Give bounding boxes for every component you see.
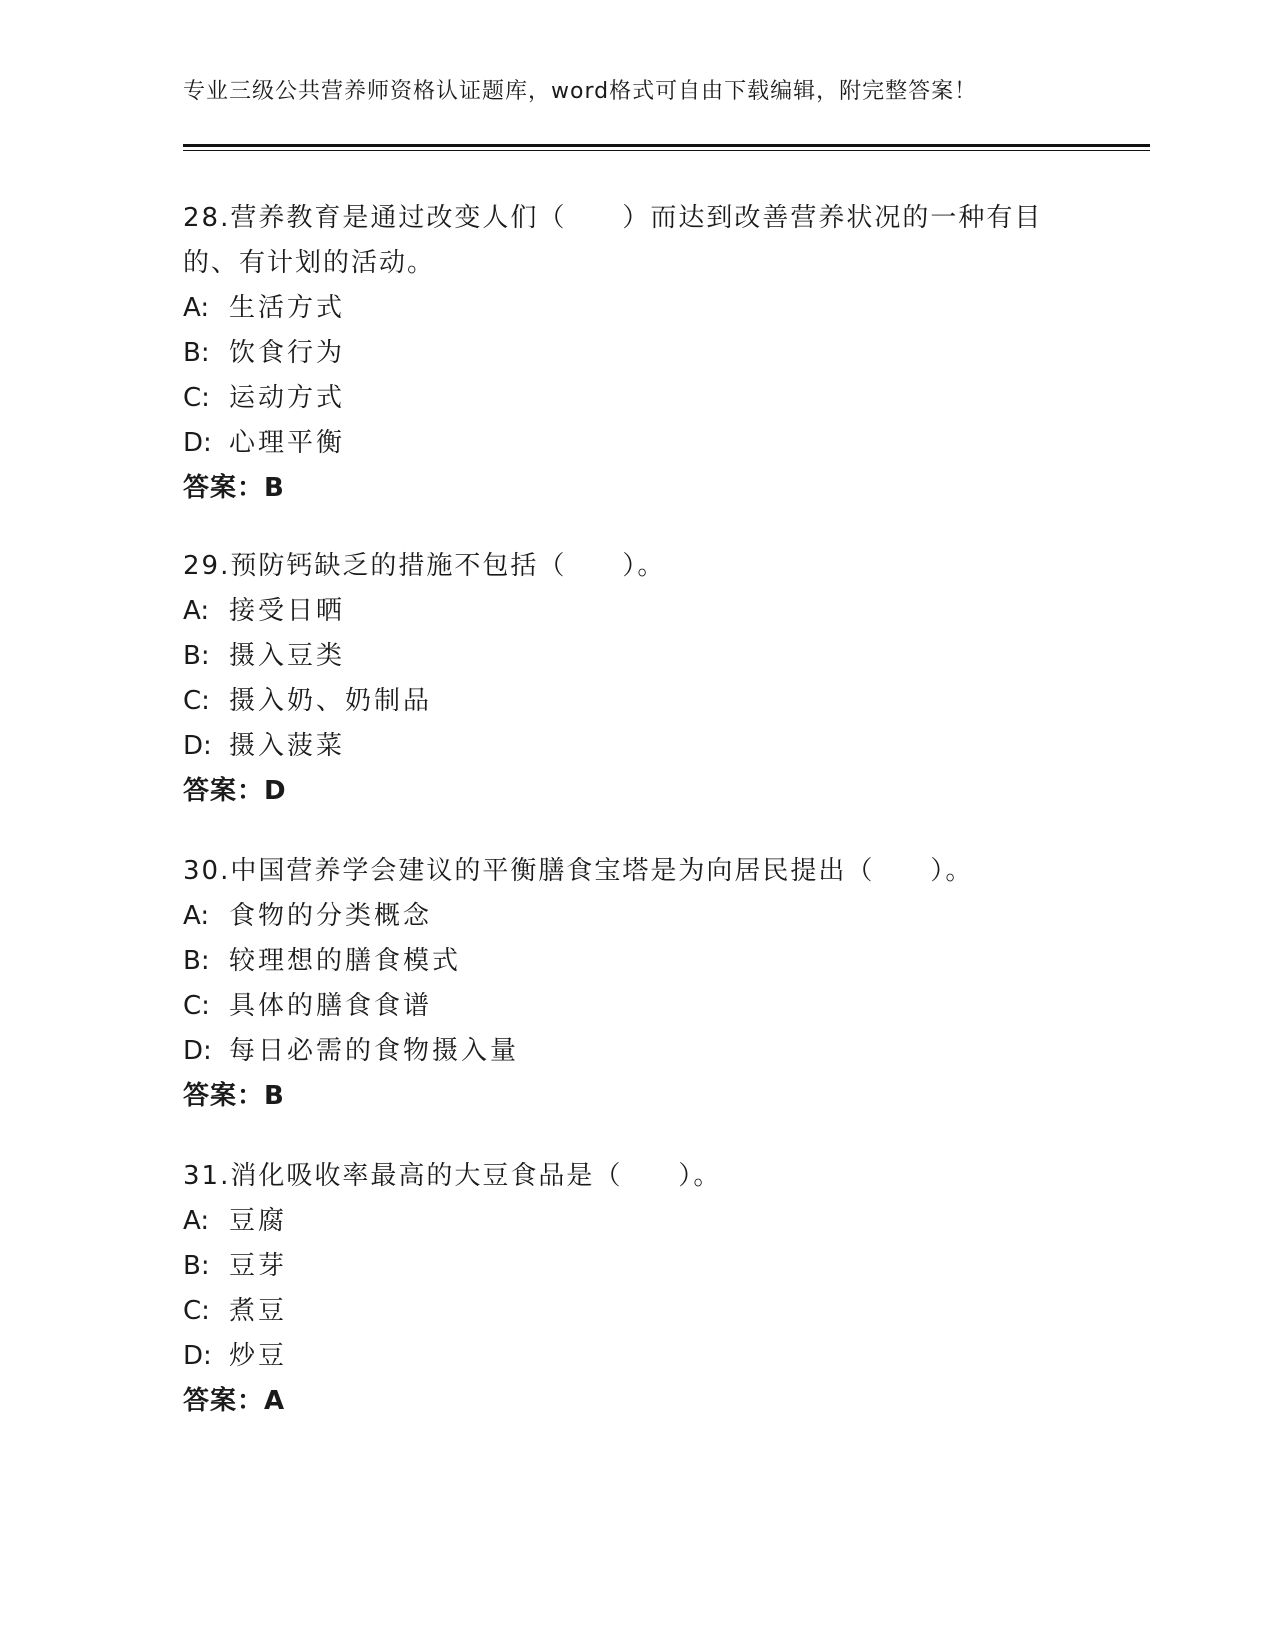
option-text: 食物的分类概念	[229, 901, 433, 931]
option-d	[183, 1334, 1083, 1379]
option-d	[183, 1029, 1083, 1074]
option-text: 每日必需的食物摄入量	[229, 1036, 520, 1066]
option-letter: D:	[183, 1341, 212, 1371]
option-b	[183, 634, 1083, 679]
option-c	[183, 984, 1083, 1029]
option-d	[183, 724, 1083, 769]
option-text: 摄入豆类	[229, 641, 346, 671]
answer-label: 答案：A	[183, 1386, 286, 1416]
question-29	[183, 544, 1083, 814]
question-31	[183, 1154, 1083, 1424]
option-letter: C:	[183, 686, 210, 716]
option-text: 炒豆	[229, 1341, 288, 1371]
option-text: 豆芽	[229, 1251, 288, 1281]
option-c	[183, 679, 1083, 724]
option-text: 摄入奶、奶制品	[229, 686, 433, 716]
option-b	[183, 939, 1083, 984]
option-letter: B:	[183, 641, 210, 671]
option-letter: D:	[183, 428, 212, 458]
option-letter: B:	[183, 946, 210, 976]
question-30	[183, 849, 1083, 1119]
option-c	[183, 1289, 1083, 1334]
option-text: 接受日晒	[229, 596, 346, 626]
option-letter: B:	[183, 338, 210, 368]
option-letter: C:	[183, 1296, 210, 1326]
option-letter: A:	[183, 596, 210, 626]
header-rule-thin	[183, 150, 1150, 151]
option-a	[183, 894, 1083, 939]
question-stem-line: 29.预防钙缺乏的措施不包括（ ）。	[183, 551, 666, 581]
option-text: 心理平衡	[229, 428, 346, 458]
question-stem-line: 31.消化吸收率最高的大豆食品是（ ）。	[183, 1161, 722, 1191]
option-text: 饮食行为	[229, 338, 346, 368]
question-stem-line: 28.营养教育是通过改变人们（ ）而达到改善营养状况的一种有目	[183, 203, 1043, 233]
option-text: 煮豆	[229, 1296, 288, 1326]
option-a	[183, 1199, 1083, 1244]
header-rule-thick	[183, 144, 1150, 147]
option-text: 生活方式	[229, 293, 346, 323]
answer-label: 答案：B	[183, 473, 285, 503]
option-text: 运动方式	[229, 383, 346, 413]
option-letter: D:	[183, 731, 212, 761]
answer-label: 答案：B	[183, 1081, 285, 1111]
option-letter: A:	[183, 901, 210, 931]
option-text: 豆腐	[229, 1206, 288, 1236]
page-header: 专业三级公共营养师资格认证题库，word格式可自由下载编辑，附完整答案！	[183, 79, 978, 104]
option-letter: C:	[183, 383, 210, 413]
question-stem-line: 30.中国营养学会建议的平衡膳食宝塔是为向居民提出（ ）。	[183, 856, 974, 886]
question-28	[183, 196, 1083, 511]
option-letter: B:	[183, 1251, 210, 1281]
option-letter: A:	[183, 1206, 210, 1236]
answer-label: 答案：D	[183, 776, 287, 806]
option-text: 较理想的膳食模式	[229, 946, 462, 976]
option-text: 具体的膳食食谱	[229, 991, 433, 1021]
option-b	[183, 1244, 1083, 1289]
option-b	[183, 331, 1083, 376]
question-stem-line: 的、有计划的活动。	[183, 248, 436, 278]
option-letter: A:	[183, 293, 210, 323]
option-a	[183, 286, 1083, 331]
option-d	[183, 421, 1083, 466]
option-letter: D:	[183, 1036, 212, 1066]
option-text: 摄入菠菜	[229, 731, 346, 761]
option-c	[183, 376, 1083, 421]
option-a	[183, 589, 1083, 634]
option-letter: C:	[183, 991, 210, 1021]
